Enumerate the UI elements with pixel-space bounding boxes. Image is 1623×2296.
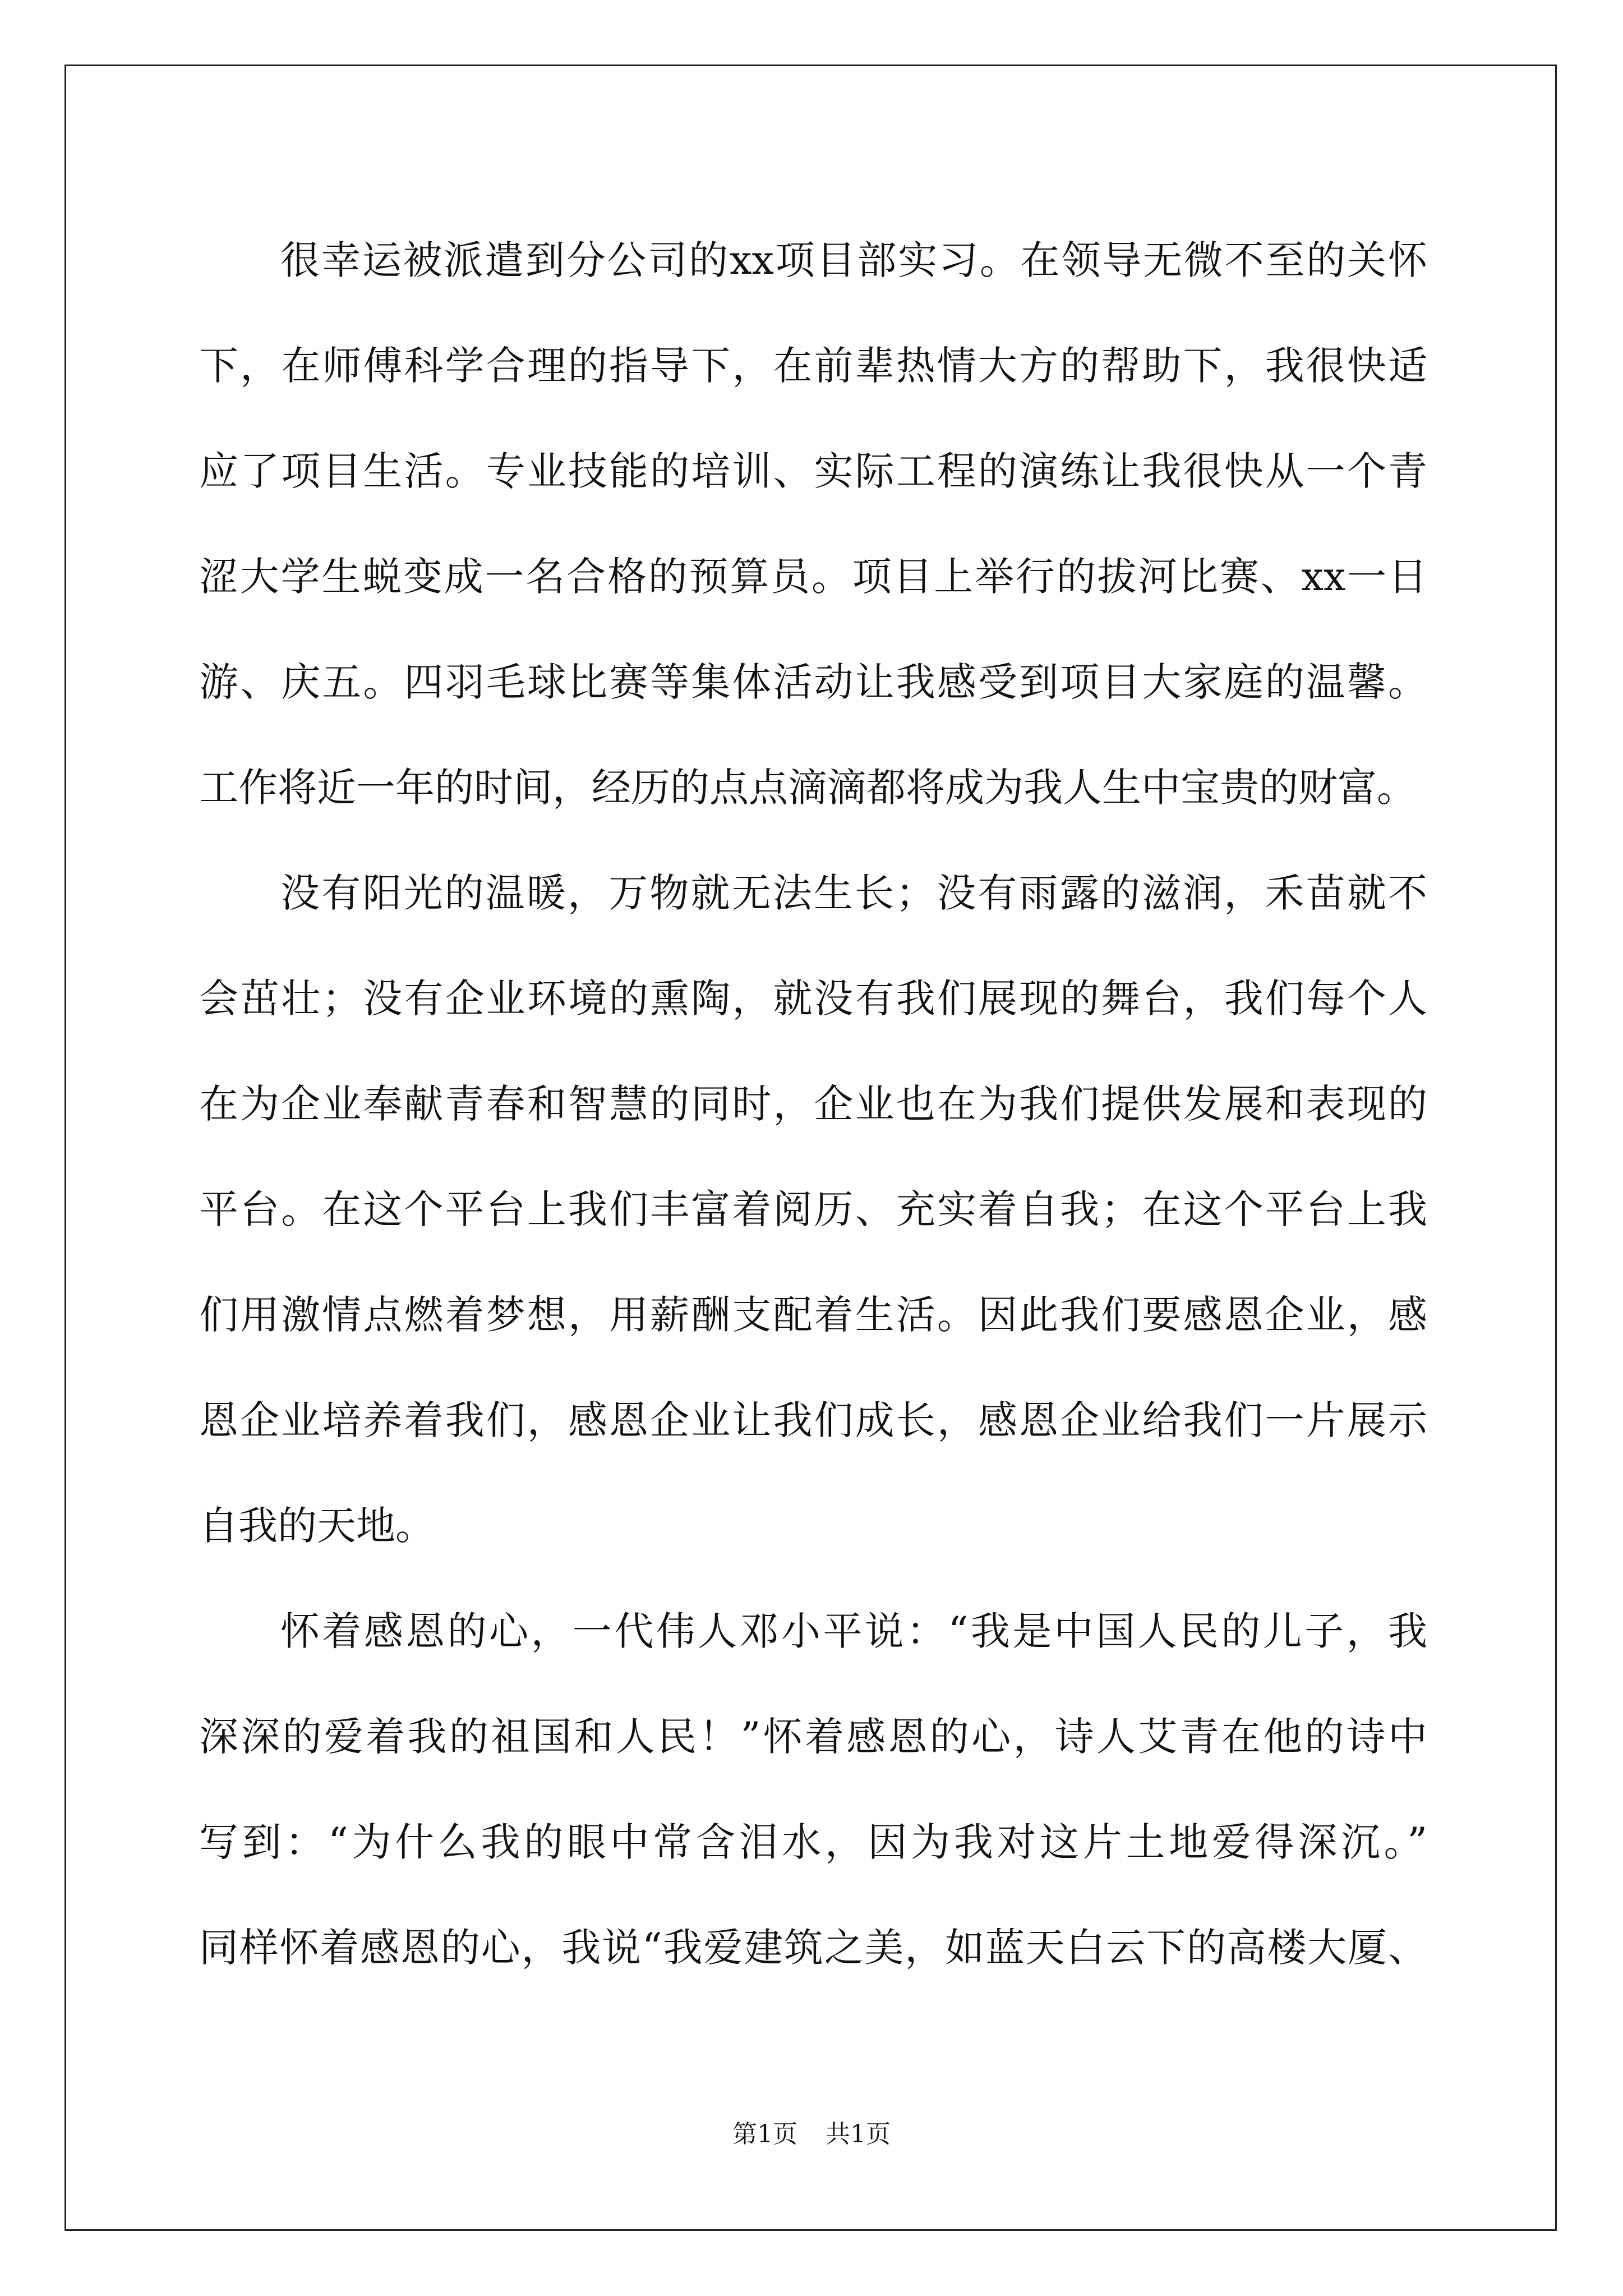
text-line: 游、庆五。四羽毛球比赛等集体活动让我感受到项目大家庭的温馨。 bbox=[199, 659, 1427, 705]
document-body bbox=[199, 208, 1427, 2000]
text-line: 平台。在这个平台上我们丰富着阅历、充实着自我；在这个平台上我 bbox=[199, 1186, 1427, 1232]
text-line: 写到：“为什么我的眼中常含泪水，因为我对这片土地爱得深沉。” bbox=[199, 1819, 1427, 1865]
page-footer bbox=[0, 2118, 1623, 2151]
page-number: 第1页 bbox=[732, 2120, 797, 2148]
text-line: 下，在师傅科学合理的指导下，在前辈热情大方的帮助下，我很快适 bbox=[199, 343, 1427, 389]
text-line: 工作将近一年的时间，经历的点点滴滴都将成为我人生中宝贵的财富。 bbox=[199, 765, 1416, 811]
text-line: 恩企业培养着我们，感恩企业让我们成长，感恩企业给我们一片展示 bbox=[199, 1397, 1427, 1443]
page-total: 共1页 bbox=[826, 2120, 891, 2148]
text-line: 涩大学生蜕变成一名合格的预算员。项目上举行的拔河比赛、xx一日 bbox=[199, 554, 1428, 600]
text-line: 深深的爱着我的祖国和人民！”怀着感恩的心，诗人艾青在他的诗中 bbox=[199, 1714, 1427, 1760]
text-line: 没有阳光的温暖，万物就无法生长；没有雨露的滋润，禾苗就不 bbox=[280, 870, 1427, 916]
text-line: 很幸运被派遣到分公司的xx项目部实习。在领导无微不至的关怀 bbox=[280, 237, 1427, 283]
text-line: 自我的天地。 bbox=[199, 1503, 435, 1549]
text-line: 在为企业奉献青春和智慧的同时，企业也在为我们提供发展和表现的 bbox=[199, 1081, 1427, 1127]
text-line: 同样怀着感恩的心，我说“我爱建筑之美，如蓝天白云下的高楼大厦、 bbox=[199, 1925, 1427, 1971]
text-line: 怀着感恩的心，一代伟人邓小平说：“我是中国人民的儿子，我 bbox=[280, 1608, 1427, 1654]
text-line: 们用激情点燃着梦想，用薪酬支配着生活。因此我们要感恩企业，感 bbox=[199, 1292, 1427, 1338]
text-line: 会茁壮；没有企业环境的熏陶，就没有我们展现的舞台，我们每个人 bbox=[199, 976, 1427, 1022]
text-line: 应了项目生活。专业技能的培训、实际工程的演练让我很快从一个青 bbox=[199, 448, 1427, 494]
